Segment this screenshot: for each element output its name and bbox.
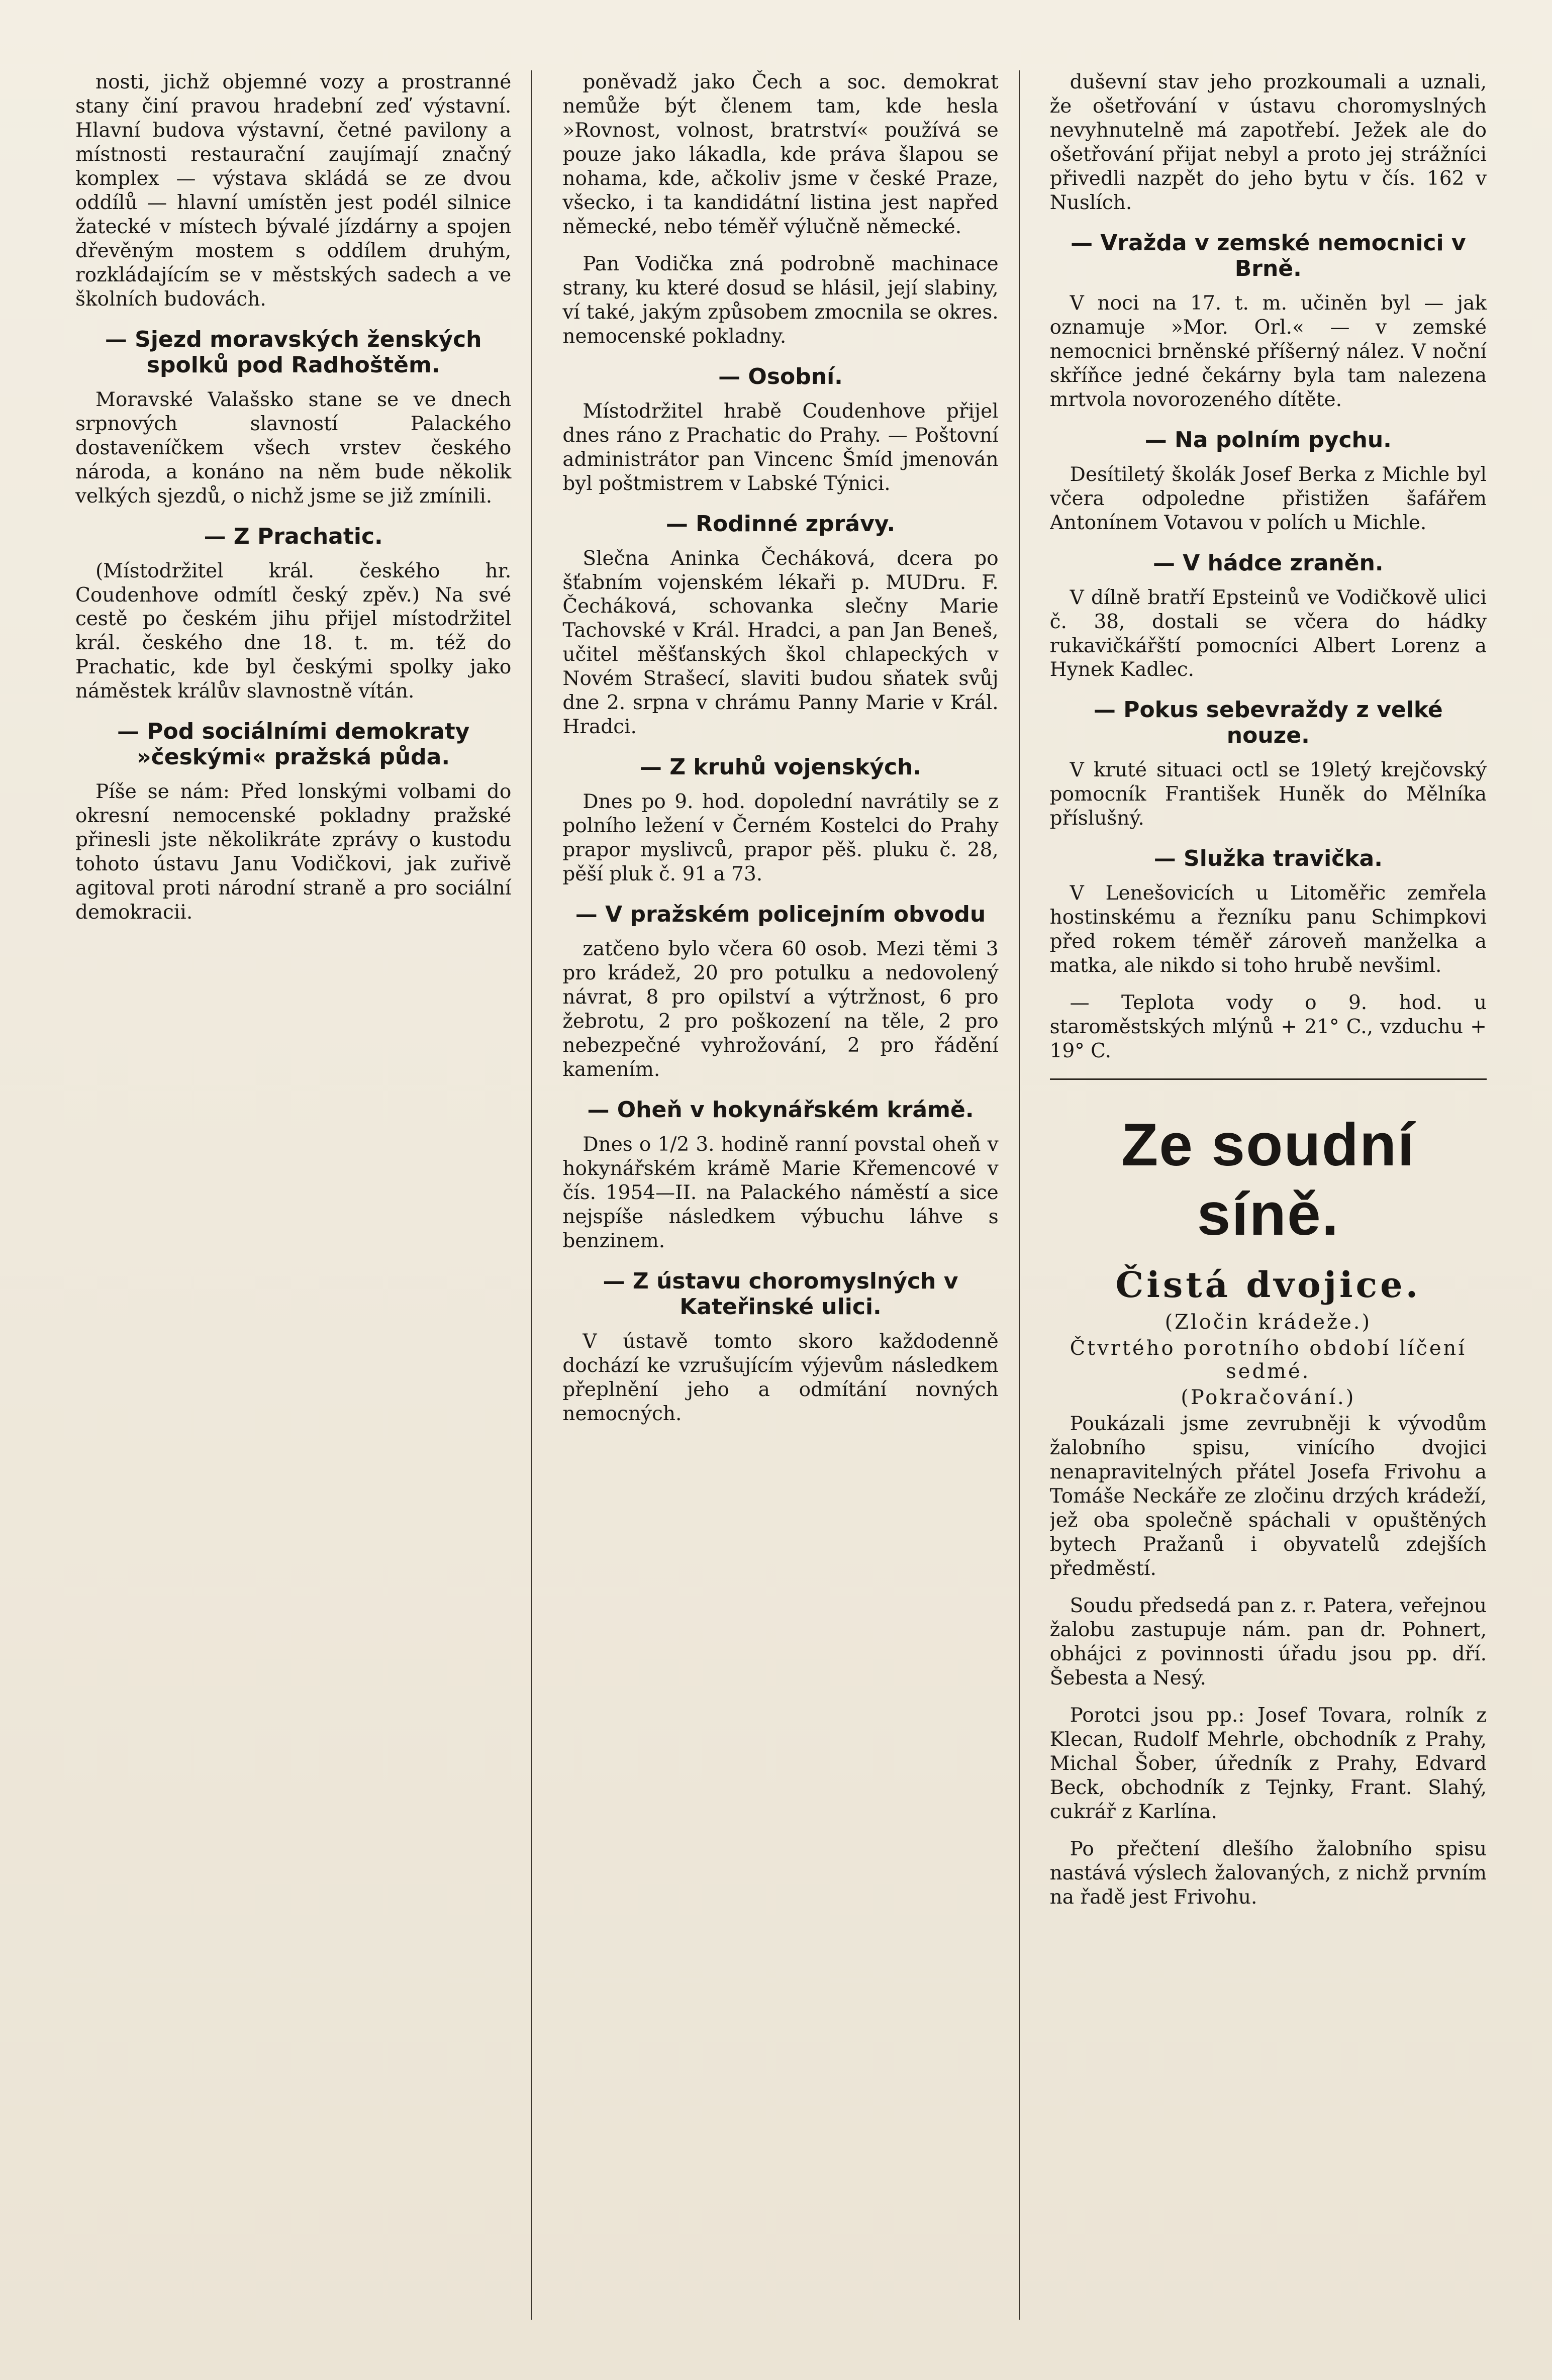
- section-heading: — V hádce zraněn.: [1152, 550, 1384, 576]
- paragraph: poněvadž jako Čech a soc. demokrat nemůže být členem tam, kde hesla »Rovnost, volnost, bratrství« používá se pouze jako lákadla, kde práva šlapou se nohama, kde, ačkoliv jsme v české Praze, všecko, i ta kandidátní listina jest napřed německé, nebo téměř výlučně německé.: [562, 71, 999, 238]
- divider: [1050, 1078, 1487, 1080]
- paragraph: V Lenešovicích u Litoměřic zemřela hostinskému a řezníku panu Schimpkovi před rokem téměř zároveň manželka a matka, ale nikdo si toho hrubě nevšiml.: [1049, 882, 1487, 977]
- paragraph: duševní stav jeho prozkoumali a uznali, že ošetřování v ústavu choromyslných nevyhnutelně má zapotřebí. Ježek ale do ošetřování přijat nebyl a proto jej strážníci přivedli nazpět do jeho bytu v čís. 162 v Nuslích.: [1049, 71, 1487, 214]
- section-banner: Ze soudní síně.: [1121, 1111, 1415, 1248]
- paragraph: Porotci jsou pp.: Josef Tovara, rolník z Klecan, Rudolf Mehrle, obchodník z Prahy, Michal Šober, úředník z Prahy, Edvard Beck, obchodník z Tejnky, Frant. Slahý, cukrář z Karlína.: [1049, 1704, 1487, 1823]
- paragraph: Místodržitel hrabě Coudenhove přijel dnes ráno z Prachatic do Prahy. — Poštovní administrátor pan Vincenc Šmíd jmenován byl poštmistrem v Labské Týnici.: [562, 400, 999, 495]
- paragraph: Soudu předsedá pan z. r. Patera, veřejnou žalobu zastupuje nám. pan dr. Pohnert, obhájci z povinnosti úřadu jsou pp. dří. Šebesta a Nesý.: [1049, 1594, 1487, 1690]
- section-heading: — V pražském policejním obvodu: [575, 902, 986, 928]
- article-subtitle: Čtvrtého porotního období líčení sedmé.: [1070, 1337, 1467, 1383]
- paragraph: Slečna Aninka Čecháková, dcera po šťabním vojenském lékaři p. MUDru. F. Čecháková, schovanka slečny Marie Tachovské v Král. Hradci, a pan Jan Beneš, učitel měšťanských škol chlapeckých v Novém Strašecí, slaviti budou sňatek svůj dne 2. srpna v chrámu Panny Marie v Král. Hradci.: [562, 547, 999, 739]
- section-heading: — Pokus sebevraždy z velké nouze.: [1093, 697, 1443, 749]
- paragraph: Moravské Valašsko stane se ve dnech srpnových slavností Palackého dostaveníčkem všech vrstev českého národa, a konáno na něm bude několik velkých sjezdů, o nichž jsme se již zmínili.: [75, 388, 512, 508]
- paragraph: (Místodržitel král. českého hr. Coudenhove odmítl český zpěv.) Na své cestě po českém jihu přijel místodržitel král. českého dne 18. t. m. též do Prachatic, kde byl českými spolky jako náměstek králův slavnostně vítán.: [75, 559, 512, 703]
- section-heading: — Pod sociálními demokraty »českými« pražská půda.: [117, 719, 470, 770]
- columns: [75, 70, 1507, 2320]
- paragraph: — Teplota vody o 9. hod. u staroměstských mlýnů + 21° C., vzduchu + 19° C.: [1049, 991, 1487, 1063]
- section-heading: — Služka travička.: [1153, 846, 1383, 872]
- paragraph: V ústavě tomto skoro každodenně dochází ke vzrušujícím výjevům následkem přeplnění jeho a odmítání novných nemocných.: [562, 1330, 999, 1425]
- section-heading: — Na polním pychu.: [1144, 427, 1392, 453]
- paragraph: nosti, jichž objemné vozy a prostranné stany činí pravou hradební zeď výstavní. Hlavní budova výstavní, četné pavilony a místnosti restaurační zaujímají značný komplex — výstava skládá se ze dvou oddílů — hlavní umístěn jest podél silnice žatecké v místech bývalé jízdárny a spojen dřevěným mostem s oddílem druhým, rozkládajícím se v městských sadech a ve školních budovách.: [75, 71, 512, 311]
- paragraph: Dnes po 9. hod. dopolední navrátily se z polního ležení v Černém Kostelci do Prahy prapor myslivců, prapor pěš. pluku č. 28, pěší pluk č. 91 a 73.: [562, 790, 999, 886]
- article-title: Čistá dvojice.: [1115, 1264, 1421, 1306]
- section-heading: — Z kruhů vojenských.: [639, 754, 922, 780]
- paragraph: Desítiletý školák Josef Berka z Michle byl včera odpoledne přistižen šafářem Antonínem Votavou v polích u Michle.: [1049, 463, 1487, 534]
- article-subtitle: (Pokračování.): [1181, 1386, 1356, 1410]
- column-middle: [562, 70, 1019, 2320]
- section-heading: — Oheň v hokynářském krámě.: [587, 1097, 974, 1123]
- paragraph: Po přečtení dlešího žalobního spisu nastává výslech žalovaných, z nichž prvním na řadě jest Frivohu.: [1049, 1837, 1487, 1909]
- paragraph: Píše se nám: Před lonskými volbami do okresní nemocenské pokladny pražské přinesli jste několikráte zprávy o kustodu tohoto ústavu Janu Vodičkovi, jak zuřivě agitoval proti národní straně a pro sociální demokracii.: [75, 780, 512, 924]
- section-heading: — Z ústavu choromyslných v Kateřinské ulici.: [603, 1268, 958, 1320]
- paragraph: Poukázali jsme zevrubněji k vývodům žalobního spisu, vinícího dvojici nenapravitelných přátel Josefa Frivohu a Tomáše Neckáře ze zločinu drzých krádeží, jež oba společně spáchali v opuštěných bytech Pražanů i obyvatelů zdejších předměstí.: [1049, 1413, 1487, 1580]
- section-heading: — Osobní.: [718, 363, 843, 389]
- section-heading: — Vražda v zemské nemocnici v Brně.: [1071, 230, 1466, 281]
- paragraph: V dílně bratří Epsteinů ve Vodičkově ulici č. 38, dostali se včera do hádky rukavičkářští pomocníci Albert Lorenz a Hynek Kadlec.: [1049, 586, 1487, 681]
- paragraph: V noci na 17. t. m. učiněn byl — jak oznamuje »Mor. Orl.« — v zemské nemocnici brněnské příšerný nález. V noční skříňce jedné čekárny byla tam nalezena mrtvola novorozeného dítěte.: [1049, 291, 1487, 411]
- article-subtitle: (Zločin krádeže.): [1165, 1311, 1372, 1334]
- column-left: [75, 70, 532, 2320]
- section-heading: — Sjezd moravských ženských spolků pod Radhoštěm.: [105, 326, 482, 378]
- paragraph: zatčeno bylo včera 60 osob. Mezi těmi 3 pro krádež, 20 pro potulku a nedovolený návrat, 8 pro opilství a výtržnost, 6 pro žebrotu, 2 pro poškození na těle, 2 pro nebezpečné vyhrožování, 2 pro řádění kamením.: [562, 938, 999, 1081]
- paragraph: Dnes o 1/2 3. hodině ranní povstal oheň v hokynářském krámě Marie Křemencové v čís. 1954—II. na Palackého náměstí a sice nejspíše následkem výbuchu láhve s benzinem.: [562, 1133, 999, 1252]
- section-heading: — Z Prachatic.: [204, 523, 383, 549]
- section-heading: — Rodinné zprávy.: [665, 511, 896, 537]
- paragraph: V kruté situaci octl se 19letý krejčovský pomocník František Huněk do Mělníka příslušný.: [1049, 759, 1487, 830]
- paragraph: Pan Vodička zná podrobně machinace strany, ku které dosud se hlásil, její slabiny, ví také, jakým způsobem zmocnila se okres. nemocenské pokladny.: [562, 252, 999, 348]
- column-right: [1050, 70, 1507, 2320]
